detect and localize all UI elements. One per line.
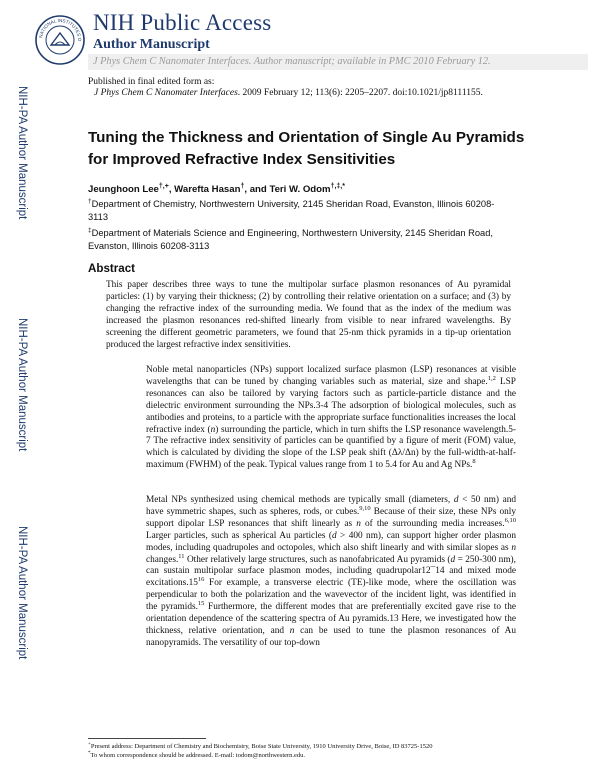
italic-symbol: n bbox=[511, 542, 516, 553]
italic-symbol: d bbox=[332, 530, 337, 541]
author-affiliation-marks: †,‡,* bbox=[330, 183, 345, 190]
body-paragraph-2: Metal NPs synthesized using chemical methods are typically small (diameters, d < 50 nm) and have symmetric shapes, such as spheres, rods, or cubes.$^{9,10}$ Because of their size, these NPs only support dipolar LSP resonances that shift linearly as n of the surrounding media increases.$^{6,10}$ Larger particles, such as spherical Au particles (d > 400 nm), can support higher order plasmon modes, including quadrupoles and octopoles, which also shift linearly and with similar slopes as n changes.$^{11}$ Other relatively large structures, such as nanofabricated Au pyramids (d = 250-300 nm), can sustain multipolar surface plasmon modes, including quadrupolar12¯14 and mixed mode $excitations.15^{16}$ For example, a transverse electric (TE)-like mode, where the oscillation was perpendicular to both the polarization and the wavevector of the incident light, was identified in the pyramids.$^{15}$ Furthermore, the different modes that are preferentially excited gave rise to the orientation dependence of the scattering spectra of Au pyramids.13 Here, we investigated how the thickness, relative orientation, and n can be used to tune the plasmon resonances of Au nanopyramids. The versatility of our top-down bbox=[146, 495, 517, 648]
nih-public-access-title: NIH Public Access bbox=[93, 10, 272, 35]
citation-ref: 9,10 bbox=[359, 504, 371, 512]
footnote-divider bbox=[88, 738, 206, 739]
citation-journal: J Phys Chem C Nanomater Interfaces bbox=[94, 88, 238, 98]
citation-ref: 1,2 bbox=[487, 374, 496, 382]
author-affiliation-marks: † bbox=[240, 183, 245, 190]
svg-text:NATIONAL INSTITUTES OF HEALTH: NATIONAL INSTITUTES O bbox=[38, 17, 83, 42]
side-label-middle: NIH-PA Author Manuscript bbox=[16, 318, 28, 452]
citation-ref: 8 bbox=[472, 458, 476, 466]
citation-ref: 15 bbox=[197, 600, 205, 608]
abstract-text: This paper describes three ways to tune the multipolar surface plasmon resonances of Au pyramidal particles: (1) by varying their thickness; (2) by controlling their relative orientation on a surface; and (3) by changing the refractive index of the surrounding media. We found that as the index of the medium was increased the plasmon resonances red-shifted linearly from visible to near infrared wavelengths. By screening the different geometric parameters, we found that 25-nm thick pyramids in a tip-up orientation produced the largest refractive index sensitivities. bbox=[106, 280, 511, 351]
published-label: Published in final edited form as: bbox=[88, 77, 215, 87]
citation-ref: 6,10 bbox=[504, 516, 516, 524]
citation-ref: 16 bbox=[197, 576, 205, 584]
article-title: Tuning the Thickness and Orientation of Single Au Pyramids for Improved Refractive Index Sensitivities bbox=[88, 129, 525, 168]
author-affiliation-marks: †,+ bbox=[158, 183, 169, 190]
journal-banner-text: J Phys Chem C Nanomater Interfaces. Author manuscript; available in PMC 2010 February 12. bbox=[93, 56, 491, 67]
nih-seal-logo bbox=[34, 14, 86, 66]
author-manuscript-subtitle: Author Manuscript bbox=[93, 37, 210, 52]
italic-symbol: n bbox=[289, 625, 295, 636]
abstract-heading: Abstract bbox=[88, 262, 136, 275]
affiliation-mark: ‡ bbox=[88, 227, 92, 234]
body-paragraph-1: Noble metal nanoparticles (NPs) support localized surface plasmon (LSP) resonances at visible wavelengths that can be tuned by changing variables such as material, size and shape.$^{1,2}$ LSP resonances can also be tailored by varying factors such as particle-particle distance and the dielectric environment surrounding the NPs.3-4 The adsorption of biological molecules, such as antibodies and proteins, to a particle with the appropriate surface functionalities increases the local refractive index (n) surrounding the particle, which in turn shifts the LSP resonance wavelength.5-7 The refractive index sensitivity of particles can be quantified by a figure of merit (FOM) value, which is calculated by dividing the slope of the LSP peak shift (Δλ/Δn) by the full-width-at-half-maximum (FWHM) of the peak. Typical values range from 1 to 5.4 for Au and Ag NPs.$^8$ bbox=[146, 365, 516, 471]
citation-details: . 2009 February 12; 113(6): 2205–2207. doi:10.1021/jp8111155. bbox=[237, 88, 483, 98]
affiliation-chemistry: †Department of Chemistry, Northwestern University, 2145 Sheridan Road, Evanston, Illinois 60208-3113 bbox=[88, 198, 495, 222]
italic-symbol: d bbox=[450, 554, 456, 565]
italic-symbol: n bbox=[210, 424, 216, 435]
author-list: Jeunghoon Lee†,+, Warefta Hasan†, and Teri W. Odom†,‡,* bbox=[88, 183, 345, 196]
citation bbox=[94, 88, 483, 98]
citation-ref: 11 bbox=[178, 552, 185, 560]
side-label-top: NIH-PA Author Manuscript bbox=[16, 86, 28, 220]
side-label-bottom: NIH-PA Author Manuscript bbox=[16, 526, 28, 660]
author-name: Teri W. Odom bbox=[269, 184, 331, 196]
italic-symbol: n bbox=[356, 518, 361, 529]
author-name: Jeunghoon Lee bbox=[88, 184, 159, 196]
italic-symbol: d bbox=[453, 495, 459, 505]
affiliation-materials: ‡Department of Materials Science and Engineering, Northwestern University, 2145 Sheridan Road, Evanston, Illinois 60208-3113 bbox=[88, 227, 493, 251]
affiliation-mark: † bbox=[88, 198, 92, 205]
footnote-present-address: +Present address: Department of Chemistry and Biochemistry, Boise State University, 1910 University Drive, Boise, ID 83725-1520 bbox=[88, 742, 433, 751]
author-name: Warefta Hasan bbox=[174, 184, 241, 196]
footnote-correspondence: *To whom correspondence should be addressed. E-mail: todom@northwestern.edu. bbox=[88, 751, 306, 760]
